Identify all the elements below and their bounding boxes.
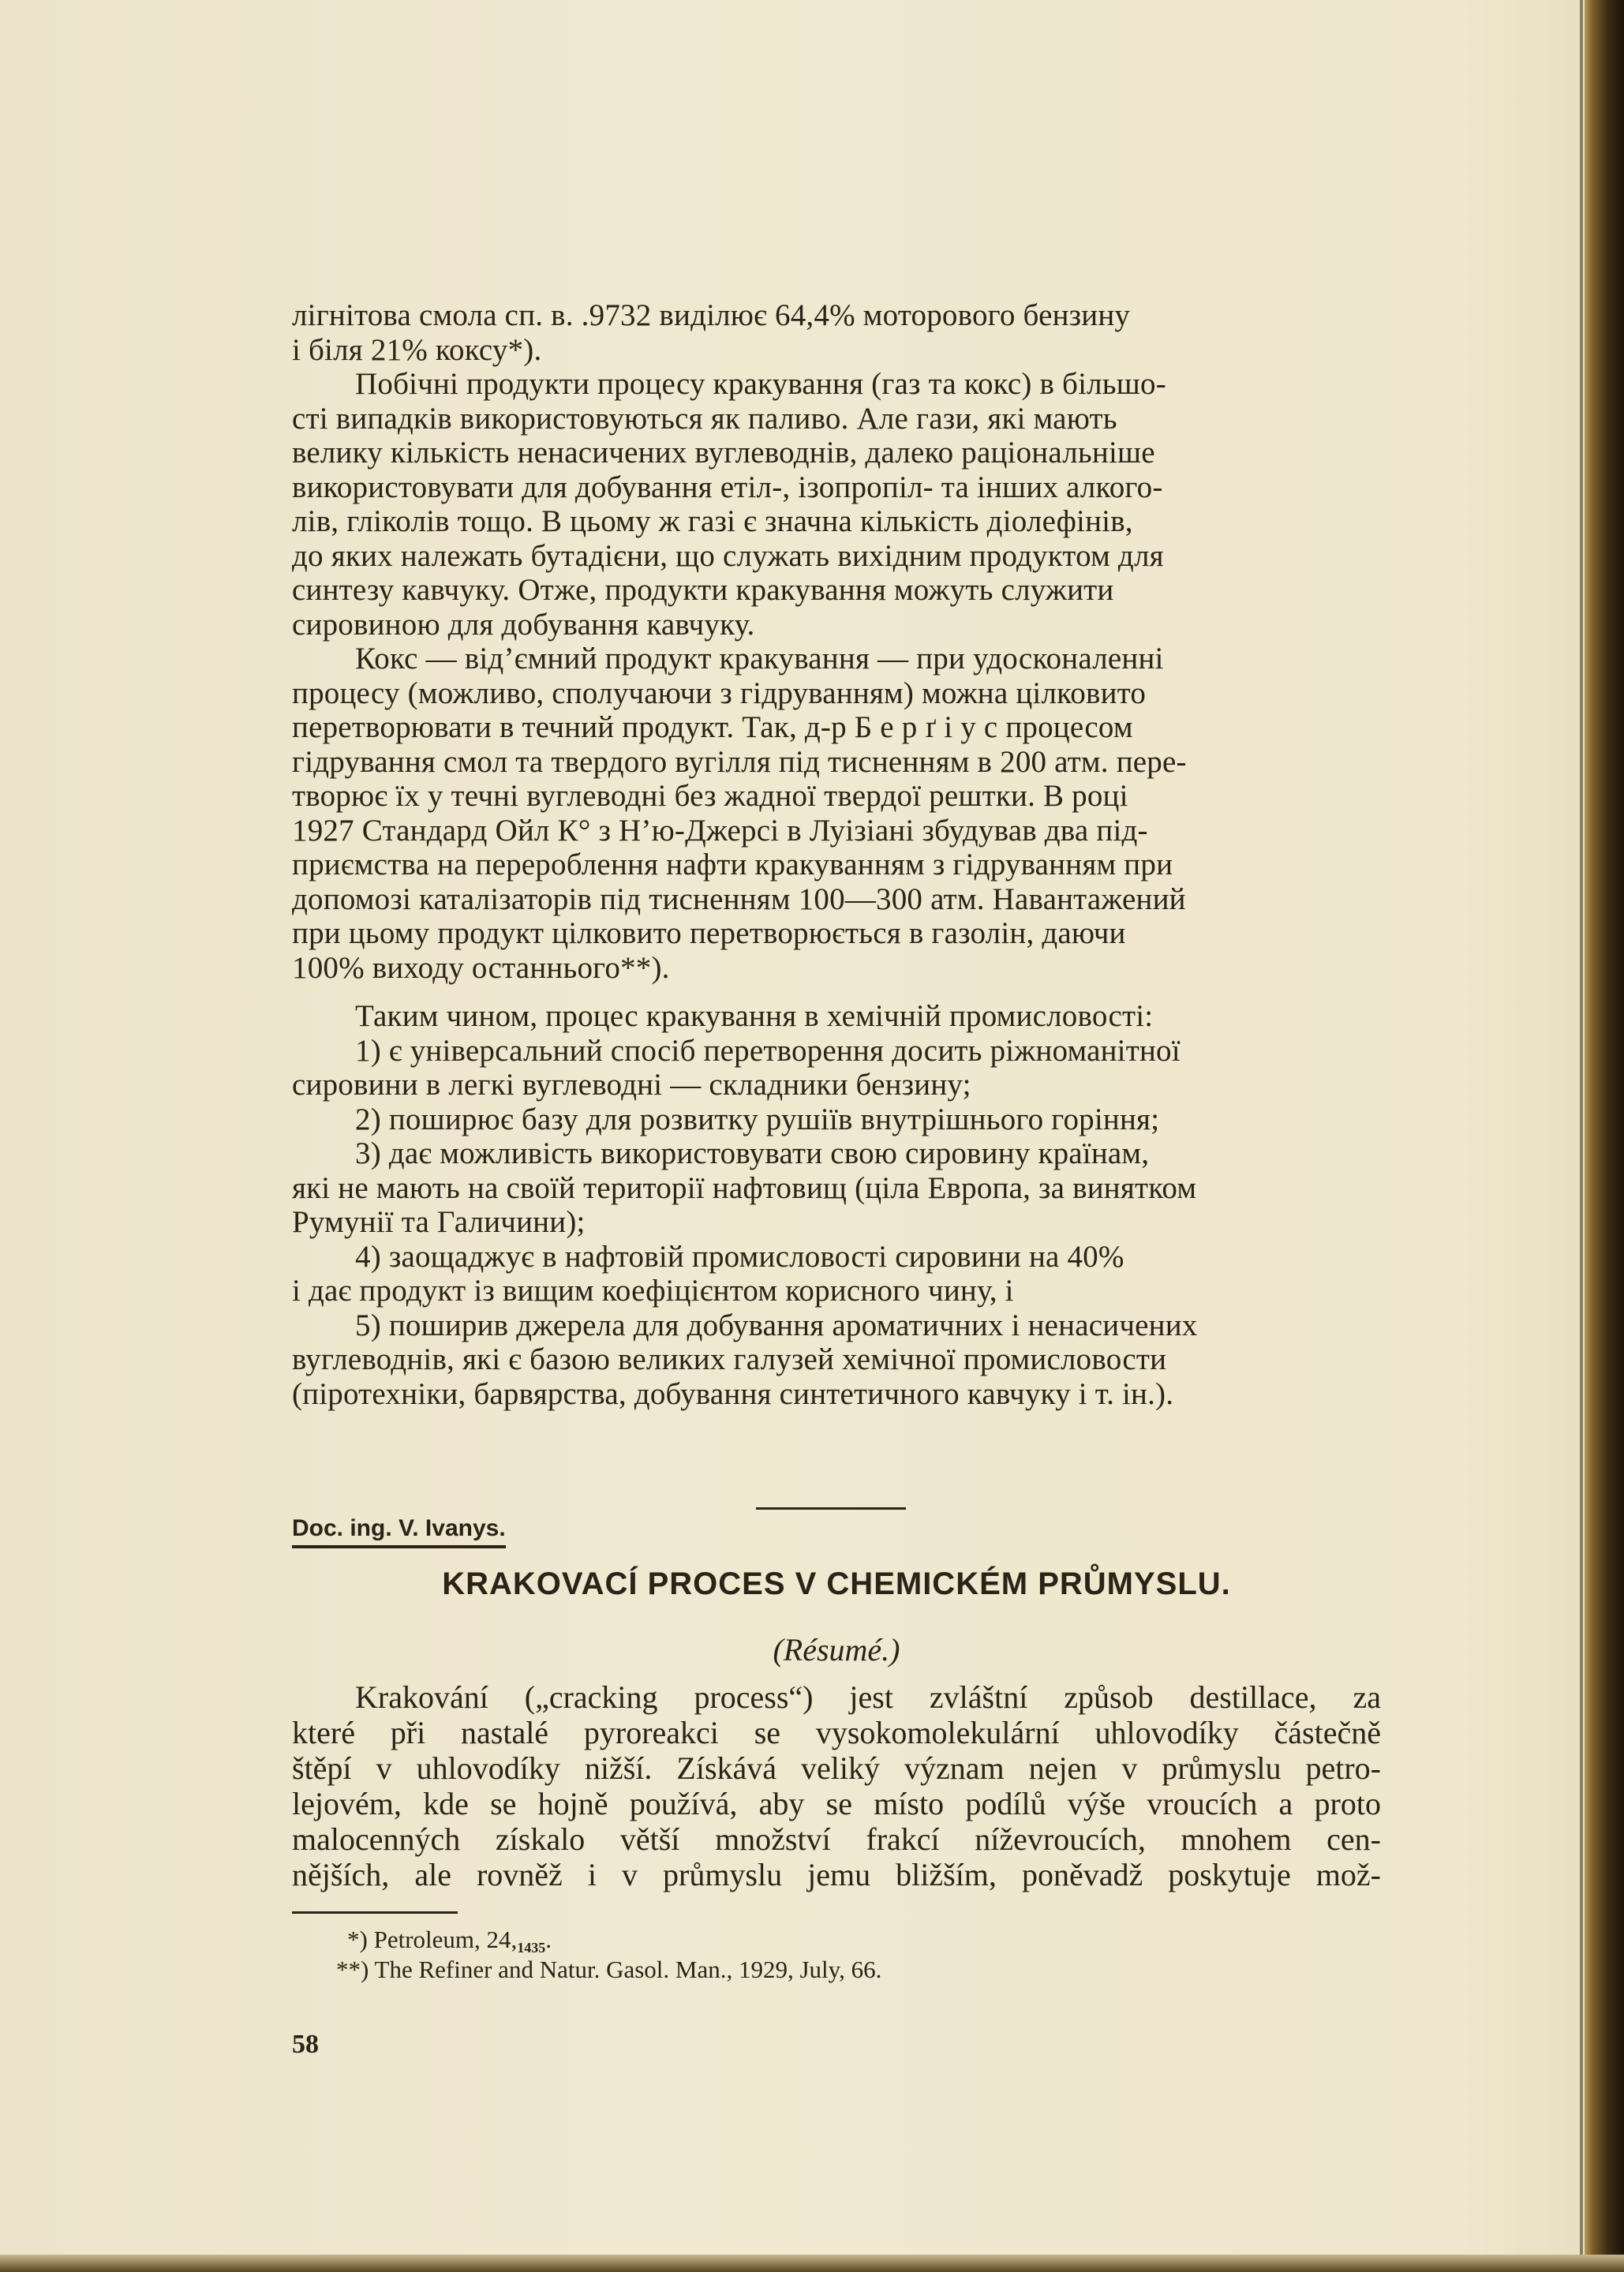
footnote-end: . xyxy=(545,1926,552,1953)
ua-paragraph-1 xyxy=(292,298,1381,367)
ua-list-item-2 xyxy=(292,1102,1381,1137)
text-line: malocenných získalo větší množství frakcí níževroucích, mnohem cen- xyxy=(292,1821,1381,1857)
resume-label: (Résumé.) xyxy=(773,1632,900,1668)
text-line: 100% виходу останнього**). xyxy=(292,950,670,985)
text-line: і дає продукт із вищим коефіцієнтом корисного чину, і xyxy=(292,1274,1014,1308)
ukrainian-text-block xyxy=(292,298,1381,1411)
text-line: до яких належать бутадієни, що служать вихідним продуктом для xyxy=(292,538,1164,573)
text-line: допомозі каталізаторів під тисненням 100—300 атм. Навантажений xyxy=(292,881,1186,916)
footnote-text: Petroleum, 24, xyxy=(373,1926,518,1953)
footnote-rule xyxy=(292,1911,458,1914)
ua-paragraph-2 xyxy=(292,367,1381,642)
text-line: lejovém, kde se hojně používá, aby se místo podílů výše vroucích a proto xyxy=(292,1786,1381,1821)
text-line: перетворювати в течний продукт. Так, д-р Б е р ґ і у с процесом xyxy=(292,710,1133,744)
text-line: Krakování („cracking process“) jest zvláštní způsob destillace, za xyxy=(355,1679,1381,1715)
ua-list-item-3 xyxy=(292,1136,1381,1240)
text-line: синтезу кавчуку. Отже, продукти кракування можуть служити xyxy=(292,573,1114,607)
page-bottom-edge xyxy=(0,2255,1624,2272)
text-line: 4) заощаджує в нафтовій промисловості сировини на 40% xyxy=(355,1239,1124,1274)
ua-list-item-1 xyxy=(292,1034,1381,1102)
text-line: які не мають на своїй території нафтовищ (ціла Европа, за винятком xyxy=(292,1170,1197,1205)
text-line: використовувати для добування етіл-, ізопропіл- та інших алкого- xyxy=(292,470,1163,504)
footnote-text: The Refiner and Natur. Gasol. Man., 1929, July, 66. xyxy=(374,1956,882,1983)
text-line: Таким чином, процес кракування в хемічній промисловості: xyxy=(355,999,1154,1033)
czech-text-block xyxy=(292,1679,1381,1892)
text-line: (піротехніки, барвярства, добування синтетичного кавчуку і т. ін.). xyxy=(292,1376,1174,1411)
text-line: лів, гліколів тощо. В цьому ж газі є значна кількість діолефінів, xyxy=(292,504,1133,538)
text-line: сировиною для добування кавчуку. xyxy=(292,607,755,642)
text-line: гідрування смол та твердого вугілля під тисненням в 200 атм. пере- xyxy=(292,744,1187,779)
text-line: творює їх у течні вуглеводні без жадної твердої рештки. В році xyxy=(292,779,1128,813)
footnote-subscript: 1435 xyxy=(517,1940,546,1956)
text-line: велику кількість ненасичених вуглеводнів, далеко раціональніше xyxy=(292,436,1155,470)
ua-paragraph-4 xyxy=(292,999,1381,1034)
footnote-marker: **) xyxy=(336,1956,369,1983)
footnote-marker: *) xyxy=(347,1926,368,1953)
section-divider xyxy=(756,1507,906,1510)
text-line: і біля 21% коксу*). xyxy=(292,332,542,367)
ua-paragraph-3 xyxy=(292,642,1381,985)
text-line: сті випадків використовуються як паливо. Але гази, які мають xyxy=(292,401,1117,436)
text-line: nějších, ale rovněž i v průmyslu jemu bližším, poněvadž poskytuje mož- xyxy=(292,1857,1381,1892)
footnote-2 xyxy=(336,1956,881,1984)
ua-list-item-5 xyxy=(292,1308,1381,1412)
text-line: процесу (можливо, сполучаючи з гідруванням) можна цілковито xyxy=(292,676,1147,710)
book-spine xyxy=(1585,0,1624,2272)
text-line: вуглеводнів, які є базою великих галузей хемічної промисловости xyxy=(292,1342,1167,1376)
text-line: Побічні продукти процесу кракування (газ та кокс) в більшо- xyxy=(355,367,1166,401)
text-line: приємства на перероблення нафти кракуванням з гідруванням при xyxy=(292,848,1173,881)
text-line: 3) дає можливість використовувати свою сировину країнам, xyxy=(355,1136,1150,1170)
text-line: при цьому продукт цілковито перетворюється в газолін, даючи xyxy=(292,916,1126,950)
text-line: 5) поширив джерела для добування ароматичних і ненасичених xyxy=(355,1308,1198,1342)
page-number: 58 xyxy=(292,2030,319,2059)
text-line: Кокс — від’ємний продукт кракування — при удосконаленні xyxy=(355,642,1164,676)
cz-paragraph xyxy=(292,1679,1381,1892)
text-line: Румунії та Галичини); xyxy=(292,1205,586,1239)
article-heading: KRAKOVACÍ PROCES V CHEMICKÉM PRŮMYSLU. xyxy=(442,1566,1231,1601)
text-line: 1) є універсальний спосіб перетворення досить ріжноманітної xyxy=(355,1033,1181,1068)
author-name: Doc. ing. V. Ivanys. xyxy=(292,1515,506,1548)
text-line: které při nastalé pyroreakci se vysokomolekulární uhlovodíky částečně xyxy=(292,1715,1381,1750)
text-line: сировини в легкі вуглеводні — складники бензину; xyxy=(292,1068,971,1102)
ua-list-item-4 xyxy=(292,1240,1381,1308)
text-line: лігнітова смола сп. в. .9732 виділює 64,4% моторового бензину xyxy=(292,298,1131,332)
text-line: 2) поширює базу для розвитку рушіїв внутрішнього горіння; xyxy=(355,1102,1160,1136)
text-line: štěpí v uhlovodíky nižší. Získává veliký význam nejen v průmyslu petro- xyxy=(292,1750,1381,1786)
gutter-line xyxy=(1580,0,1583,2272)
text-line: 1927 Стандард Ойл К° з Н’ю-Джерсі в Луізіані збудував два під- xyxy=(292,813,1148,848)
